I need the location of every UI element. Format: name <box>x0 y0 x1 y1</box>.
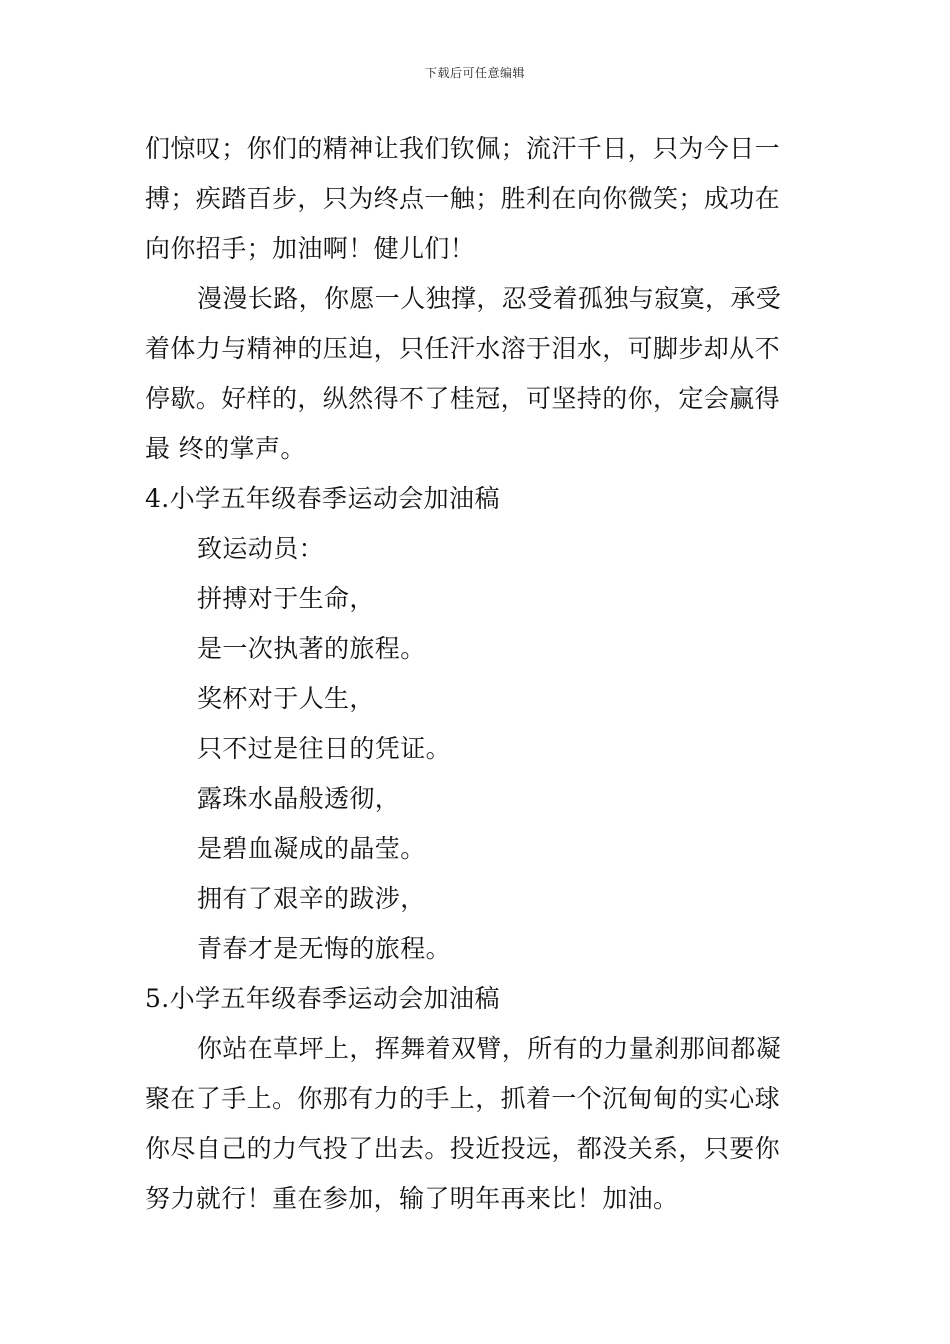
document-body <box>145 124 807 1224</box>
salutation: 致运动员： <box>197 534 325 563</box>
poem-line: 青春才是无悔的旅程。 <box>197 934 452 963</box>
paragraph-line: 停歇。好样的，纵然得不了桂冠，可坚持的你，定会赢得 <box>145 384 781 413</box>
paragraph-line: 你站在草坪上，挥舞着双臂，所有的力量刹那间都凝 <box>197 1034 782 1063</box>
poem-line: 奖杯对于人生， <box>197 684 375 713</box>
poem-line: 拥有了艰辛的跋涉， <box>197 884 426 913</box>
poem-line: 是碧血凝成的晶莹。 <box>197 834 426 863</box>
paragraph-line: 你尽自己的力气投了出去。投近投远，都没关系，只要你 <box>145 1134 781 1163</box>
section-heading: 4.小学五年级春季运动会加油稿 <box>145 484 500 513</box>
paragraph-line: 向你招手；加油啊！健儿们！ <box>145 234 476 263</box>
paragraph-line: 们惊叹；你们的精神让我们钦佩；流汗千日，只为今日一 <box>145 134 781 163</box>
paragraph-line: 漫漫长路，你愿一人独撑，忍受着孤独与寂寞，承受 <box>197 284 782 313</box>
paragraph-line: 最 终的掌声。 <box>145 434 306 463</box>
paragraph-line: 聚在了手上。你那有力的手上，抓着一个沉甸甸的实心球 <box>145 1084 781 1113</box>
poem-line: 是一次执著的旅程。 <box>197 634 426 663</box>
poem-line: 拼搏对于生命， <box>197 584 375 613</box>
poem-line: 露珠水晶般透彻， <box>197 784 401 813</box>
poem-line: 只不过是往日的凭证。 <box>197 734 452 763</box>
section-heading: 5.小学五年级春季运动会加油稿 <box>145 984 500 1013</box>
paragraph-line: 搏；疾踏百步，只为终点一触；胜利在向你微笑；成功在 <box>145 184 781 213</box>
paragraph-line: 努力就行！重在参加，输了明年再来比！加油。 <box>145 1184 679 1213</box>
page-header-note: 下载后可任意编辑 <box>424 66 525 80</box>
paragraph-line: 着体力与精神的压迫，只任汗水溶于泪水，可脚步却从不 <box>145 334 781 363</box>
